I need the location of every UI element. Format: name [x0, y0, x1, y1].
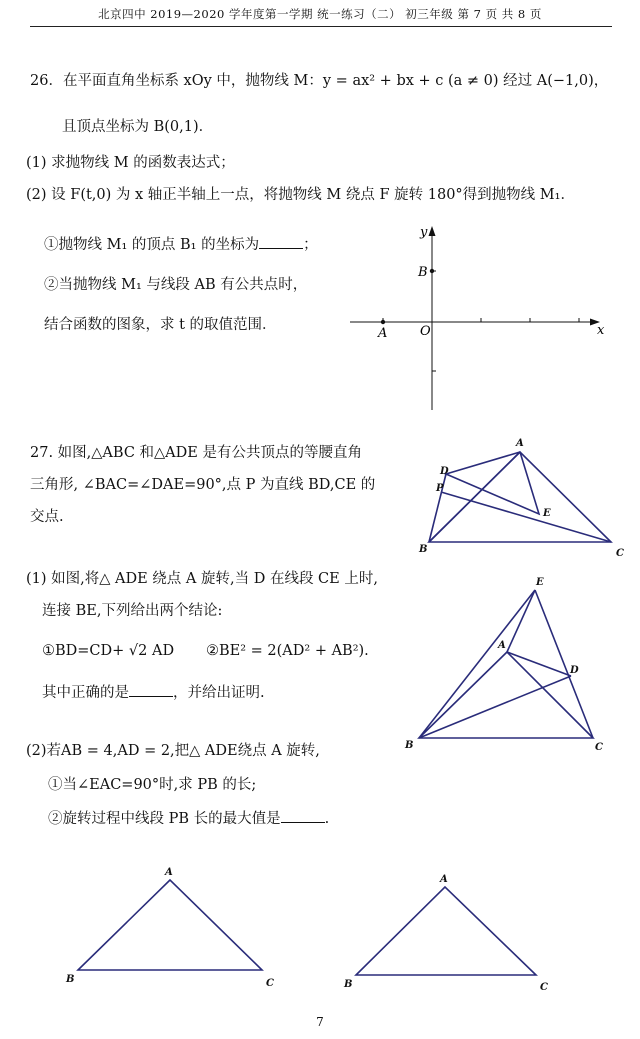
- x-axis-label: x: [597, 323, 605, 338]
- fig3-label-c: C: [266, 978, 274, 989]
- fig2-label-d: D: [570, 665, 579, 676]
- fig1-label-c: C: [616, 548, 624, 559]
- q26-stem-2: 且顶点坐标为 B(0,1)．: [62, 119, 214, 135]
- fig1-label-d: D: [440, 466, 449, 477]
- q27-stem: 27. 如图,△ABC 和△ADE 是有公共顶点的等腰直角: [30, 445, 362, 461]
- q27-conclusion-2: ②BE² = 2(AD² + AB²).: [206, 643, 369, 659]
- fig2-label-e: E: [536, 577, 544, 588]
- fig4-label-b: B: [344, 979, 353, 990]
- fig1-label-e: E: [543, 508, 551, 519]
- triangle-abc: [356, 887, 536, 975]
- fig3-label-a: A: [165, 867, 173, 878]
- fig4-label-a: A: [440, 874, 448, 885]
- q27-part2: (2)若AB = 4,AD = 2,把△ ADE绕点 A 旋转,: [26, 743, 320, 759]
- fig3-label-b: B: [66, 974, 75, 985]
- q27-part2-sub1: ①当∠EAC=90°时,求 PB 的长;: [48, 777, 257, 793]
- label-a: A: [378, 326, 388, 341]
- q27-part2-sub2-text: ②旋转过程中线段 PB 长的最大值是: [48, 811, 281, 827]
- q26-sub1-text: ①抛物线 M₁ 的顶点 B₁ 的坐标为: [44, 237, 260, 253]
- q26-sub2-cont: 结合函数的图象，求 t 的取值范围．: [44, 317, 277, 333]
- q27-stem-2: 三角形, ∠BAC=∠DAE=90°,点 P 为直线 BD,CE 的: [30, 477, 376, 493]
- label-b: B: [418, 265, 428, 280]
- q26-sub2: ②当抛物线 M₁ 与线段 AB 有公共点时，: [44, 277, 308, 293]
- q27-part1-c-end: ，并给出证明.: [173, 685, 265, 701]
- q26-stem: 26．在平面直角坐标系 xOy 中，抛物线 M：y = ax² + bx + c (a ≠ 0) 经过 A(−1,0)，: [30, 73, 609, 89]
- fig2-label-a: A: [498, 640, 506, 651]
- q26-part2: (2) 设 F(t,0) 为 x 轴正半轴上一点，将抛物线 M 绕点 F 旋转 180°得到抛物线 M₁．: [26, 187, 575, 203]
- fig1-label-a: A: [516, 438, 524, 449]
- label-o: O: [420, 324, 431, 339]
- fig4-label-c: C: [540, 982, 548, 993]
- y-axis-label: y: [420, 225, 428, 240]
- fig2-label-c: C: [595, 742, 603, 753]
- page-header: 北京四中 2019—2020 学年度第一学期 统一练习（二） 初三年级 第 7 页 共 8 页: [98, 7, 542, 21]
- q26-part1: (1) 求抛物线 M 的函数表达式；: [26, 155, 235, 171]
- q27-part1-c-text: 其中正确的是: [42, 685, 129, 701]
- q26-sub1-end: ；: [303, 237, 318, 253]
- fig1-label-p: P: [436, 483, 444, 494]
- page-number: 7: [316, 1015, 324, 1029]
- q27-conclusion-1: ①BD=CD+ √2 AD: [42, 643, 175, 659]
- fig1-label-b: B: [419, 544, 428, 555]
- q27-part1-b: 连接 BE,下列给出两个结论:: [42, 603, 223, 619]
- fig2-label-b: B: [405, 740, 414, 751]
- q27-stem-3: 交点.: [30, 509, 64, 525]
- q27-part2-sub2-end: .: [324, 811, 330, 827]
- q27-part1: (1) 如图,将△ ADE 绕点 A 旋转,当 D 在线段 CE 上时,: [26, 571, 378, 587]
